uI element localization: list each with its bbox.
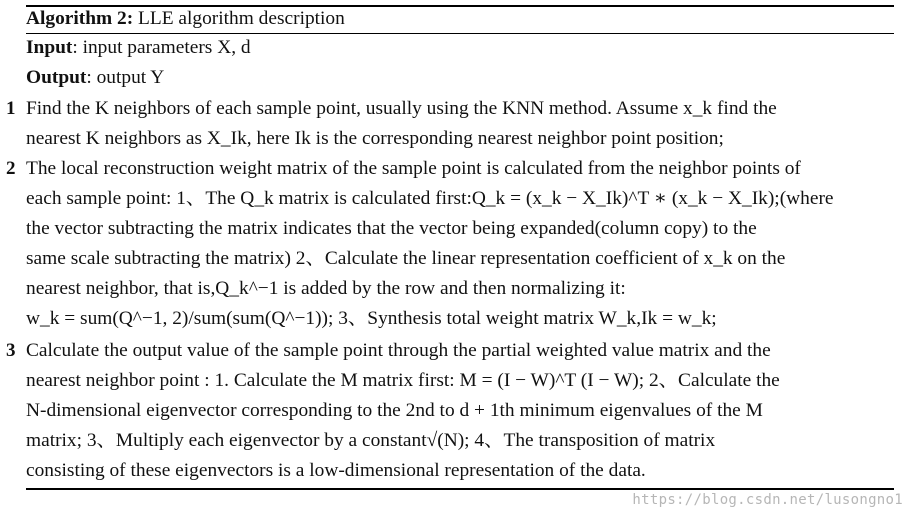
step-3-line-2: nearest neighbor point : 1. Calculate the M matrix first: M = (I − W)^T (I − W); 2、Calculate the (26, 370, 780, 391)
step-2-line-6: w_k = sum(Q^−1, 2)/sum(sum(Q^−1)); 3、Synthesis total weight matrix W_k,Ik = w_k; (26, 308, 717, 329)
step-2-line-5: nearest neighbor, that is,Q_k^−1 is added by the row and then normalizing it: (26, 278, 626, 299)
step-2-line-1: The local reconstruction weight matrix of the sample point is calculated from the neighbor points of (26, 158, 801, 179)
step-3-line-5: consisting of these eigenvectors is a low-dimensional representation of the data. (26, 460, 646, 481)
step-3-line-4: matrix; 3、Multiply each eigenvector by a constant√(N); 4、The transposition of matrix (26, 430, 716, 451)
algorithm-title: LLE algorithm description (138, 8, 345, 29)
step-1-line-1: Find the K neighbors of each sample point, usually using the KNN method. Assume x_k find the (26, 98, 777, 119)
output-text: : output Y (86, 67, 165, 88)
input-line (26, 33, 906, 63)
step-3-line-1: Calculate the output value of the sample point through the partial weighted value matrix and the (26, 340, 771, 361)
step-2-line-2: each sample point: 1、The Q_k matrix is calculated first:Q_k = (x_k − X_Ik)^T ∗ (x_k − X_Ik);(where (26, 188, 834, 209)
step-1-line-2: nearest K neighbors as X_Ik, here Ik is the corresponding nearest neighbor point position; (26, 128, 724, 149)
output-label: Output (26, 67, 87, 88)
watermark-url: https://blog.csdn.net/lusongno1 (632, 492, 903, 508)
step-number-2: 2 (6, 158, 16, 179)
output-line (26, 63, 906, 93)
input-label: Input (26, 37, 73, 58)
bottom-rule (26, 488, 894, 490)
algorithm-header (26, 4, 906, 34)
input-text: : input parameters X, d (72, 37, 251, 58)
step-2-line-4: same scale subtracting the matrix) 2、Calculate the linear representation coefficient of x_k on the (26, 248, 786, 269)
step-number-1: 1 (6, 98, 16, 119)
algorithm-label: Algorithm 2: (26, 8, 134, 29)
step-2-line-3: the vector subtracting the matrix indicates that the vector being expanded(column copy) to the (26, 218, 757, 239)
step-3-line-3: N-dimensional eigenvector corresponding to the 2nd to d + 1th minimum eigenvalues of the M (26, 400, 763, 421)
step-number-3: 3 (6, 340, 16, 361)
